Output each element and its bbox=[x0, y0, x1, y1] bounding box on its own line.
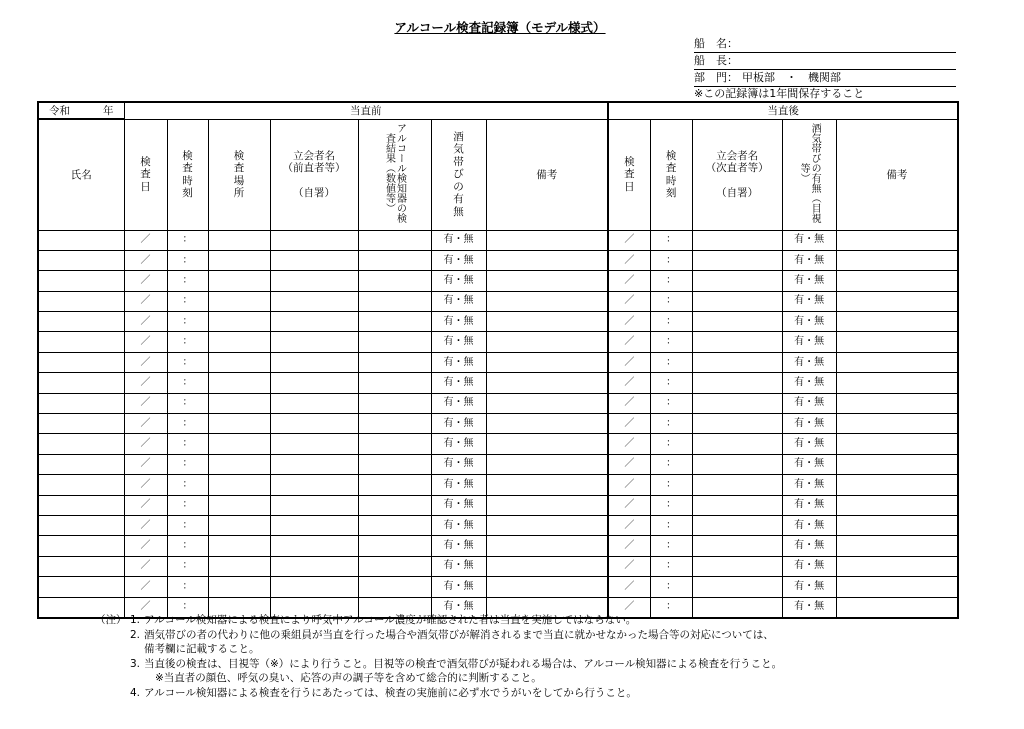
date-after-cell[interactable]: ／ bbox=[608, 597, 650, 618]
witness-after-cell[interactable] bbox=[692, 577, 782, 597]
inspection-date-after-header: 検 査 日 bbox=[608, 119, 650, 230]
drunk-after-cell[interactable]: 有・無 bbox=[782, 556, 836, 576]
place-cell[interactable] bbox=[208, 414, 270, 434]
note-item: 備考欄に記載すること。 bbox=[144, 643, 260, 655]
witness-after-cell[interactable] bbox=[692, 250, 782, 270]
time-after-cell[interactable]: ： bbox=[650, 312, 692, 332]
detector-result-cell[interactable] bbox=[358, 373, 431, 393]
date-after-cell[interactable]: ／ bbox=[608, 352, 650, 372]
drunk-after-cell[interactable]: 有・無 bbox=[782, 312, 836, 332]
date-after-cell[interactable]: ／ bbox=[608, 271, 650, 291]
witness-after-cell[interactable] bbox=[692, 495, 782, 515]
drunk-cell[interactable]: 有・無 bbox=[431, 475, 486, 495]
note-item: 4. アルコール検知器による検査を行うにあたっては、検査の実施前に必ず水でうがいをしてから行うこと。 bbox=[130, 686, 637, 699]
time-after-cell[interactable]: ： bbox=[650, 271, 692, 291]
time-cell[interactable]: ： bbox=[167, 475, 208, 495]
name-cell[interactable] bbox=[38, 250, 124, 270]
witness-after-cell[interactable] bbox=[692, 434, 782, 454]
remarks-after-cell[interactable] bbox=[836, 373, 958, 393]
detector-result-cell[interactable] bbox=[358, 271, 431, 291]
name-header: 氏名 bbox=[38, 119, 124, 230]
table-row bbox=[38, 495, 958, 515]
detector-result-cell[interactable] bbox=[358, 230, 431, 250]
before-duty-header: 当直前 bbox=[124, 102, 608, 119]
table-row bbox=[38, 332, 958, 352]
date-cell[interactable]: ／ bbox=[124, 393, 167, 413]
table-row bbox=[38, 393, 958, 413]
notes bbox=[95, 613, 975, 700]
date-after-cell[interactable]: ／ bbox=[608, 312, 650, 332]
date-after-cell[interactable]: ／ bbox=[608, 250, 650, 270]
date-after-cell[interactable]: ／ bbox=[608, 556, 650, 576]
drunk-cell[interactable]: 有・無 bbox=[431, 556, 486, 576]
inspection-date-header: 検 査 日 bbox=[124, 119, 167, 230]
table-row bbox=[38, 373, 958, 393]
time-after-cell[interactable]: ： bbox=[650, 495, 692, 515]
date-after-cell[interactable]: ／ bbox=[608, 414, 650, 434]
name-cell[interactable] bbox=[38, 373, 124, 393]
time-after-cell[interactable]: ： bbox=[650, 414, 692, 434]
time-after-cell[interactable]: ： bbox=[650, 577, 692, 597]
witness-cell[interactable] bbox=[270, 230, 358, 250]
remarks-cell[interactable] bbox=[486, 556, 608, 576]
drunk-after-cell[interactable]: 有・無 bbox=[782, 536, 836, 556]
table-row bbox=[38, 271, 958, 291]
remarks-after-cell[interactable] bbox=[836, 475, 958, 495]
place-cell[interactable] bbox=[208, 271, 270, 291]
inspection-place-header: 検 査 場 所 bbox=[208, 119, 270, 230]
inspection-time-header: 検 査 時 刻 bbox=[167, 119, 208, 230]
remarks-after-header: 備考 bbox=[836, 119, 958, 230]
time-cell[interactable]: ： bbox=[167, 597, 208, 618]
detector-result-cell[interactable] bbox=[358, 577, 431, 597]
note-item: ※当直者の顔色、呼気の臭い、応答の声の調子等を含めて総合的に判断すること。 bbox=[155, 672, 542, 684]
time-after-cell[interactable]: ： bbox=[650, 291, 692, 311]
name-cell[interactable] bbox=[38, 556, 124, 576]
name-cell[interactable] bbox=[38, 312, 124, 332]
date-cell[interactable]: ／ bbox=[124, 250, 167, 270]
place-cell[interactable] bbox=[208, 434, 270, 454]
date-cell[interactable]: ／ bbox=[124, 536, 167, 556]
drunk-cell[interactable]: 有・無 bbox=[431, 250, 486, 270]
date-cell[interactable]: ／ bbox=[124, 597, 167, 618]
witness-cell[interactable] bbox=[270, 271, 358, 291]
remarks-cell[interactable] bbox=[486, 515, 608, 535]
drunk-after-cell[interactable]: 有・無 bbox=[782, 291, 836, 311]
date-after-cell[interactable]: ／ bbox=[608, 454, 650, 474]
drunk-after-cell[interactable]: 有・無 bbox=[782, 475, 836, 495]
time-after-cell[interactable]: ： bbox=[650, 515, 692, 535]
place-cell[interactable] bbox=[208, 312, 270, 332]
drunk-after-header: 酒気帯びの有無（目視等） bbox=[782, 119, 836, 230]
table-row bbox=[38, 250, 958, 270]
drunk-after-cell[interactable]: 有・無 bbox=[782, 250, 836, 270]
date-after-cell[interactable]: ／ bbox=[608, 434, 650, 454]
date-after-cell[interactable]: ／ bbox=[608, 291, 650, 311]
remarks-after-cell[interactable] bbox=[836, 454, 958, 474]
date-cell[interactable]: ／ bbox=[124, 271, 167, 291]
captain-field[interactable] bbox=[694, 54, 956, 70]
detector-result-cell[interactable] bbox=[358, 312, 431, 332]
note-item: （注） 1. アルコール検知器による検査により呼気中アルコール濃度が確認された者は当直を実施してはならない。 bbox=[95, 614, 637, 626]
date-after-cell[interactable]: ／ bbox=[608, 577, 650, 597]
drunk-cell[interactable]: 有・無 bbox=[431, 373, 486, 393]
remarks-cell[interactable] bbox=[486, 230, 608, 250]
name-cell[interactable] bbox=[38, 291, 124, 311]
drunk-cell[interactable]: 有・無 bbox=[431, 597, 486, 618]
name-cell[interactable] bbox=[38, 577, 124, 597]
witness-cell[interactable] bbox=[270, 536, 358, 556]
place-cell[interactable] bbox=[208, 495, 270, 515]
time-cell[interactable]: ： bbox=[167, 393, 208, 413]
drunk-cell[interactable]: 有・無 bbox=[431, 271, 486, 291]
witness-cell[interactable] bbox=[270, 393, 358, 413]
time-cell[interactable]: ： bbox=[167, 556, 208, 576]
detector-result-cell[interactable] bbox=[358, 454, 431, 474]
drunk-cell[interactable]: 有・無 bbox=[431, 454, 486, 474]
remarks-before-header: 備考 bbox=[486, 119, 608, 230]
drunk-after-cell[interactable]: 有・無 bbox=[782, 597, 836, 618]
detector-result-cell[interactable] bbox=[358, 556, 431, 576]
table-row bbox=[38, 556, 958, 576]
drunk-cell[interactable]: 有・無 bbox=[431, 414, 486, 434]
remarks-cell[interactable] bbox=[486, 577, 608, 597]
era-cell[interactable] bbox=[38, 102, 124, 119]
remarks-cell[interactable] bbox=[486, 536, 608, 556]
drunk-after-cell[interactable]: 有・無 bbox=[782, 393, 836, 413]
drunk-after-cell[interactable]: 有・無 bbox=[782, 515, 836, 535]
drunk-cell[interactable]: 有・無 bbox=[431, 230, 486, 250]
witness-after-cell[interactable] bbox=[692, 332, 782, 352]
remarks-cell[interactable] bbox=[486, 414, 608, 434]
witness-after-cell[interactable] bbox=[692, 556, 782, 576]
witness-after-cell[interactable] bbox=[692, 515, 782, 535]
detector-result-cell[interactable] bbox=[358, 352, 431, 372]
remarks-cell[interactable] bbox=[486, 271, 608, 291]
drunk-cell[interactable]: 有・無 bbox=[431, 495, 486, 515]
remarks-after-cell[interactable] bbox=[836, 332, 958, 352]
date-cell[interactable]: ／ bbox=[124, 230, 167, 250]
date-cell[interactable]: ／ bbox=[124, 577, 167, 597]
remarks-after-cell[interactable] bbox=[836, 250, 958, 270]
witness-cell[interactable] bbox=[270, 556, 358, 576]
detector-result-cell[interactable] bbox=[358, 414, 431, 434]
place-cell[interactable] bbox=[208, 250, 270, 270]
witness-cell[interactable] bbox=[270, 414, 358, 434]
remarks-cell[interactable] bbox=[486, 312, 608, 332]
time-cell[interactable]: ： bbox=[167, 291, 208, 311]
remarks-after-cell[interactable] bbox=[836, 271, 958, 291]
time-after-cell[interactable]: ： bbox=[650, 556, 692, 576]
drunk-cell[interactable]: 有・無 bbox=[431, 352, 486, 372]
year-label: 年 bbox=[103, 104, 114, 117]
remarks-after-cell[interactable] bbox=[836, 414, 958, 434]
drunk-cell[interactable]: 有・無 bbox=[431, 312, 486, 332]
remarks-cell[interactable] bbox=[486, 434, 608, 454]
remarks-cell[interactable] bbox=[486, 393, 608, 413]
table-row bbox=[38, 230, 958, 250]
date-cell[interactable]: ／ bbox=[124, 495, 167, 515]
table-row bbox=[38, 475, 958, 495]
date-cell[interactable]: ／ bbox=[124, 352, 167, 372]
time-cell[interactable]: ： bbox=[167, 230, 208, 250]
name-cell[interactable] bbox=[38, 271, 124, 291]
detector-result-cell[interactable] bbox=[358, 332, 431, 352]
witness-after-cell[interactable] bbox=[692, 352, 782, 372]
remarks-after-cell[interactable] bbox=[836, 312, 958, 332]
remarks-cell[interactable] bbox=[486, 495, 608, 515]
remarks-after-cell[interactable] bbox=[836, 434, 958, 454]
date-after-cell[interactable]: ／ bbox=[608, 393, 650, 413]
witness-after-header: 立会者名 （次直者等） （自署） bbox=[692, 119, 782, 230]
witness-cell[interactable] bbox=[270, 312, 358, 332]
detector-result-cell[interactable] bbox=[358, 495, 431, 515]
drunk-after-cell[interactable]: 有・無 bbox=[782, 495, 836, 515]
remarks-after-cell[interactable] bbox=[836, 291, 958, 311]
drunk-cell[interactable]: 有・無 bbox=[431, 515, 486, 535]
note-item: 2. 酒気帯びの者の代わりに他の乗組員が当直を行った場合や酒気帯びが解消されるまで当直に就かせなかった場合等の対応については、 bbox=[130, 628, 774, 641]
drunk-after-cell[interactable]: 有・無 bbox=[782, 332, 836, 352]
detector-result-cell[interactable] bbox=[358, 291, 431, 311]
witness-cell[interactable] bbox=[270, 475, 358, 495]
time-cell[interactable]: ： bbox=[167, 332, 208, 352]
drunk-cell[interactable]: 有・無 bbox=[431, 434, 486, 454]
drunk-after-cell[interactable]: 有・無 bbox=[782, 414, 836, 434]
record-table bbox=[37, 101, 959, 619]
time-cell[interactable]: ： bbox=[167, 271, 208, 291]
department-label: 部 門： bbox=[694, 71, 738, 84]
witness-cell[interactable] bbox=[270, 352, 358, 372]
place-cell[interactable] bbox=[208, 454, 270, 474]
name-cell[interactable] bbox=[38, 414, 124, 434]
name-cell[interactable] bbox=[38, 332, 124, 352]
witness-cell[interactable] bbox=[270, 515, 358, 535]
time-cell[interactable]: ： bbox=[167, 373, 208, 393]
place-cell[interactable] bbox=[208, 393, 270, 413]
time-cell[interactable]: ： bbox=[167, 577, 208, 597]
ship-name-field[interactable] bbox=[694, 37, 956, 53]
detector-result-cell[interactable] bbox=[358, 434, 431, 454]
date-after-cell[interactable]: ／ bbox=[608, 230, 650, 250]
witness-after-cell[interactable] bbox=[692, 230, 782, 250]
witness-after-cell[interactable] bbox=[692, 271, 782, 291]
place-cell[interactable] bbox=[208, 332, 270, 352]
date-cell[interactable]: ／ bbox=[124, 475, 167, 495]
date-after-cell[interactable]: ／ bbox=[608, 332, 650, 352]
name-cell[interactable] bbox=[38, 495, 124, 515]
remarks-after-cell[interactable] bbox=[836, 393, 958, 413]
witness-cell[interactable] bbox=[270, 291, 358, 311]
time-after-cell[interactable]: ： bbox=[650, 434, 692, 454]
place-cell[interactable] bbox=[208, 352, 270, 372]
time-cell[interactable]: ： bbox=[167, 312, 208, 332]
detector-result-cell[interactable] bbox=[358, 536, 431, 556]
place-cell[interactable] bbox=[208, 536, 270, 556]
remarks-after-cell[interactable] bbox=[836, 515, 958, 535]
witness-cell[interactable] bbox=[270, 434, 358, 454]
place-cell[interactable] bbox=[208, 475, 270, 495]
table-row bbox=[38, 536, 958, 556]
inspection-time-after-header: 検 査 時 刻 bbox=[650, 119, 692, 230]
drunk-after-cell[interactable]: 有・無 bbox=[782, 271, 836, 291]
witness-after-cell[interactable] bbox=[692, 475, 782, 495]
remarks-cell[interactable] bbox=[486, 352, 608, 372]
detector-result-cell[interactable] bbox=[358, 515, 431, 535]
time-after-cell[interactable]: ： bbox=[650, 250, 692, 270]
time-cell[interactable]: ： bbox=[167, 495, 208, 515]
remarks-cell[interactable] bbox=[486, 373, 608, 393]
name-cell[interactable] bbox=[38, 230, 124, 250]
place-cell[interactable] bbox=[208, 373, 270, 393]
drunk-after-cell[interactable]: 有・無 bbox=[782, 434, 836, 454]
place-cell[interactable] bbox=[208, 577, 270, 597]
remarks-cell[interactable] bbox=[486, 250, 608, 270]
time-after-cell[interactable]: ： bbox=[650, 230, 692, 250]
detector-result-cell[interactable] bbox=[358, 475, 431, 495]
time-cell[interactable]: ： bbox=[167, 250, 208, 270]
date-after-cell[interactable]: ／ bbox=[608, 536, 650, 556]
time-cell[interactable]: ： bbox=[167, 515, 208, 535]
time-cell[interactable]: ： bbox=[167, 434, 208, 454]
date-cell[interactable]: ／ bbox=[124, 454, 167, 474]
time-cell[interactable]: ： bbox=[167, 414, 208, 434]
time-after-cell[interactable]: ： bbox=[650, 332, 692, 352]
ship-name-label: 船 名： bbox=[694, 37, 738, 50]
witness-cell[interactable] bbox=[270, 577, 358, 597]
name-cell[interactable] bbox=[38, 536, 124, 556]
name-cell[interactable] bbox=[38, 434, 124, 454]
detector-result-header: アルコール検知器の検査結果（数値等） bbox=[358, 119, 431, 230]
drunk-cell[interactable]: 有・無 bbox=[431, 393, 486, 413]
table-row bbox=[38, 434, 958, 454]
time-cell[interactable]: ： bbox=[167, 536, 208, 556]
remarks-after-cell[interactable] bbox=[836, 536, 958, 556]
witness-cell[interactable] bbox=[270, 495, 358, 515]
witness-before-header: 立会者名 （前直者等） （自署） bbox=[270, 119, 358, 230]
date-cell[interactable]: ／ bbox=[124, 332, 167, 352]
date-after-cell[interactable]: ／ bbox=[608, 515, 650, 535]
place-cell[interactable] bbox=[208, 291, 270, 311]
era-label: 令和 bbox=[49, 104, 70, 117]
captain-label: 船 長： bbox=[694, 54, 738, 67]
drunk-after-cell[interactable]: 有・無 bbox=[782, 373, 836, 393]
table-row bbox=[38, 414, 958, 434]
place-cell[interactable] bbox=[208, 230, 270, 250]
remarks-after-cell[interactable] bbox=[836, 495, 958, 515]
witness-after-cell[interactable] bbox=[692, 536, 782, 556]
remarks-after-cell[interactable] bbox=[836, 556, 958, 576]
date-cell[interactable]: ／ bbox=[124, 373, 167, 393]
time-after-cell[interactable]: ： bbox=[650, 393, 692, 413]
witness-cell[interactable] bbox=[270, 250, 358, 270]
drunk-before-header: 酒 気 帯 び の 有 無 bbox=[431, 119, 486, 230]
date-cell[interactable]: ／ bbox=[124, 434, 167, 454]
table-row bbox=[38, 352, 958, 372]
remarks-cell[interactable] bbox=[486, 332, 608, 352]
date-after-cell[interactable]: ／ bbox=[608, 373, 650, 393]
place-cell[interactable] bbox=[208, 556, 270, 576]
date-after-cell[interactable]: ／ bbox=[608, 495, 650, 515]
date-after-cell[interactable]: ／ bbox=[608, 475, 650, 495]
remarks-cell[interactable] bbox=[486, 291, 608, 311]
drunk-after-cell[interactable]: 有・無 bbox=[782, 577, 836, 597]
remarks-after-cell[interactable] bbox=[836, 577, 958, 597]
time-after-cell[interactable]: ： bbox=[650, 536, 692, 556]
table-row bbox=[38, 312, 958, 332]
remarks-after-cell[interactable] bbox=[836, 230, 958, 250]
time-after-cell[interactable]: ： bbox=[650, 352, 692, 372]
remarks-cell[interactable] bbox=[486, 475, 608, 495]
witness-after-cell[interactable] bbox=[692, 454, 782, 474]
drunk-cell[interactable]: 有・無 bbox=[431, 291, 486, 311]
place-cell[interactable] bbox=[208, 515, 270, 535]
name-cell[interactable] bbox=[38, 352, 124, 372]
witness-cell[interactable] bbox=[270, 454, 358, 474]
table-row bbox=[38, 291, 958, 311]
page-title: アルコール検査記録簿（モデル様式） bbox=[394, 20, 606, 35]
table-row bbox=[38, 454, 958, 474]
name-cell[interactable] bbox=[38, 393, 124, 413]
remarks-after-cell[interactable] bbox=[836, 352, 958, 372]
witness-after-cell[interactable] bbox=[692, 312, 782, 332]
witness-cell[interactable] bbox=[270, 332, 358, 352]
drunk-after-cell[interactable]: 有・無 bbox=[782, 352, 836, 372]
date-cell[interactable]: ／ bbox=[124, 515, 167, 535]
witness-after-cell[interactable] bbox=[692, 291, 782, 311]
drunk-cell[interactable]: 有・無 bbox=[431, 332, 486, 352]
name-cell[interactable] bbox=[38, 515, 124, 535]
detector-result-cell[interactable] bbox=[358, 250, 431, 270]
remarks-cell[interactable] bbox=[486, 454, 608, 474]
time-cell[interactable]: ： bbox=[167, 454, 208, 474]
witness-after-cell[interactable] bbox=[692, 393, 782, 413]
drunk-after-cell[interactable]: 有・無 bbox=[782, 230, 836, 250]
time-after-cell[interactable]: ： bbox=[650, 597, 692, 618]
drunk-cell[interactable]: 有・無 bbox=[431, 536, 486, 556]
department-value: 甲板部 ・ 機関部 bbox=[742, 71, 841, 84]
time-after-cell[interactable]: ： bbox=[650, 475, 692, 495]
witness-after-cell[interactable] bbox=[692, 414, 782, 434]
drunk-cell[interactable]: 有・無 bbox=[431, 577, 486, 597]
time-cell[interactable]: ： bbox=[167, 352, 208, 372]
drunk-after-cell[interactable]: 有・無 bbox=[782, 454, 836, 474]
date-cell[interactable]: ／ bbox=[124, 312, 167, 332]
witness-after-cell[interactable] bbox=[692, 373, 782, 393]
after-duty-header: 当直後 bbox=[608, 102, 958, 119]
name-cell[interactable] bbox=[38, 454, 124, 474]
note-item: 3. 当直後の検査は、目視等（※）により行うこと。目視等の検査で酒気帯びが疑われる場合は、アルコール検知器による検査を行うこと。 bbox=[130, 657, 783, 670]
witness-cell[interactable] bbox=[270, 373, 358, 393]
time-after-cell[interactable]: ： bbox=[650, 454, 692, 474]
retention-note: ※この記録簿は1年間保存すること bbox=[694, 87, 865, 100]
date-cell[interactable]: ／ bbox=[124, 291, 167, 311]
time-after-cell[interactable]: ： bbox=[650, 373, 692, 393]
date-cell[interactable]: ／ bbox=[124, 414, 167, 434]
table-row bbox=[38, 577, 958, 597]
table-row bbox=[38, 515, 958, 535]
department-field bbox=[694, 71, 956, 87]
name-cell[interactable] bbox=[38, 475, 124, 495]
date-cell[interactable]: ／ bbox=[124, 556, 167, 576]
detector-result-cell[interactable] bbox=[358, 393, 431, 413]
